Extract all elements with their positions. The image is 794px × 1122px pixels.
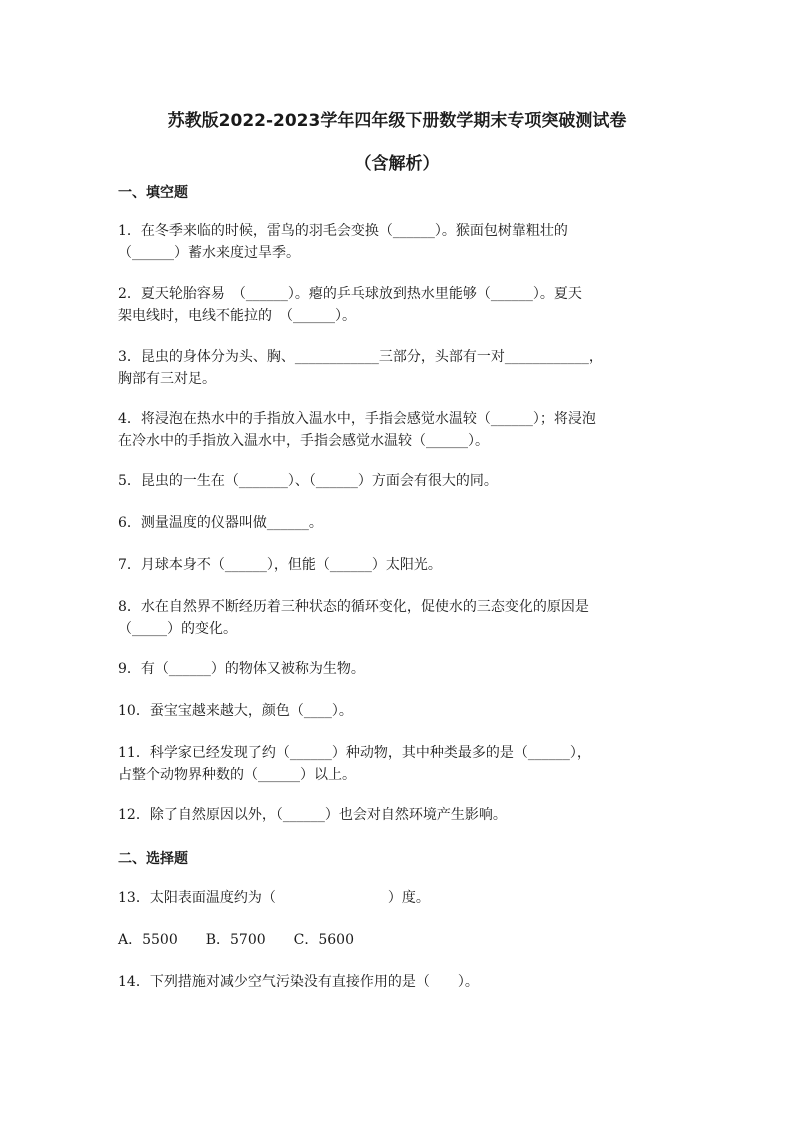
question-line: 8．水在自然界不断经历着三种状态的循环变化，促使水的三态变化的原因是 (118, 599, 589, 615)
question-3 (118, 346, 678, 390)
question-line: 2．夏天轮胎容易 （______）。瘪的乒乓球放到热水里能够（______）。夏天 (118, 286, 582, 302)
question-line: （______）蓄水来度过旱季。 (118, 245, 300, 261)
question-line: 12．除了自然原因以外，（______）也会对自然环境产生影响。 (118, 807, 507, 823)
question-6 (118, 512, 678, 534)
question-line: 9．有（______）的物体又被称为生物。 (118, 661, 365, 677)
question-2 (118, 283, 678, 327)
question-14 (118, 971, 678, 993)
question-line: 13．太阳表面温度约为（ ）度。 (118, 890, 430, 906)
question-10 (118, 700, 678, 722)
section-heading-fill-blank: 一、填空题 (118, 185, 188, 201)
question-11 (118, 742, 678, 786)
question-line: 7．月球本身不（______），但能（______）太阳光。 (118, 557, 442, 573)
question-12 (118, 804, 678, 826)
question-9 (118, 658, 678, 680)
page-subtitle: （含解析） (354, 154, 440, 174)
question-line: 11．科学家已经发现了约（______）种动物，其中种类最多的是（______）， (118, 745, 591, 761)
question-line: （_____）的变化。 (118, 621, 237, 637)
question-line: 5．昆虫的一生在（_______）、（______）方面会有很大的同。 (118, 473, 498, 489)
question-13-options (118, 929, 678, 951)
question-8 (118, 596, 678, 640)
question-line: 在冷水中的手指放入温水中，手指会感觉水温较（______）。 (118, 433, 489, 449)
question-line: 14．下列措施对减少空气污染没有直接作用的是（ ）。 (118, 974, 479, 990)
question-line: 占整个动物界种数的（______）以上。 (118, 767, 356, 783)
question-line: 10．蚕宝宝越来越大，颜色（____）。 (118, 703, 353, 719)
question-line: 6．测量温度的仪器叫做______。 (118, 515, 323, 531)
question-line: 3．昆虫的身体分为头、胸、____________三部分，头部有一对____________， (118, 349, 603, 365)
question-line: 4．将浸泡在热水中的手指放入温水中，手指会感觉水温较（______）；将浸泡 (118, 411, 596, 427)
question-line: 1．在冬季来临的时候，雷鸟的羽毛会变换（______）。猴面包树靠粗壮的 (118, 223, 568, 239)
section-heading-multiple-choice: 二、选择题 (118, 851, 188, 867)
question-line: 架电线时，电线不能拉的 （______）。 (118, 308, 356, 324)
question-7 (118, 554, 678, 576)
question-13 (118, 887, 678, 909)
page-title: 苏教版2022-2023学年四年级下册数学期末专项突破测试卷 (167, 111, 627, 131)
answer-options: A．5500 B．5700 C．5600 (118, 932, 354, 948)
question-4 (118, 408, 678, 452)
question-line: 胸部有三对足。 (118, 371, 216, 387)
question-5 (118, 470, 678, 492)
question-1 (118, 220, 678, 264)
